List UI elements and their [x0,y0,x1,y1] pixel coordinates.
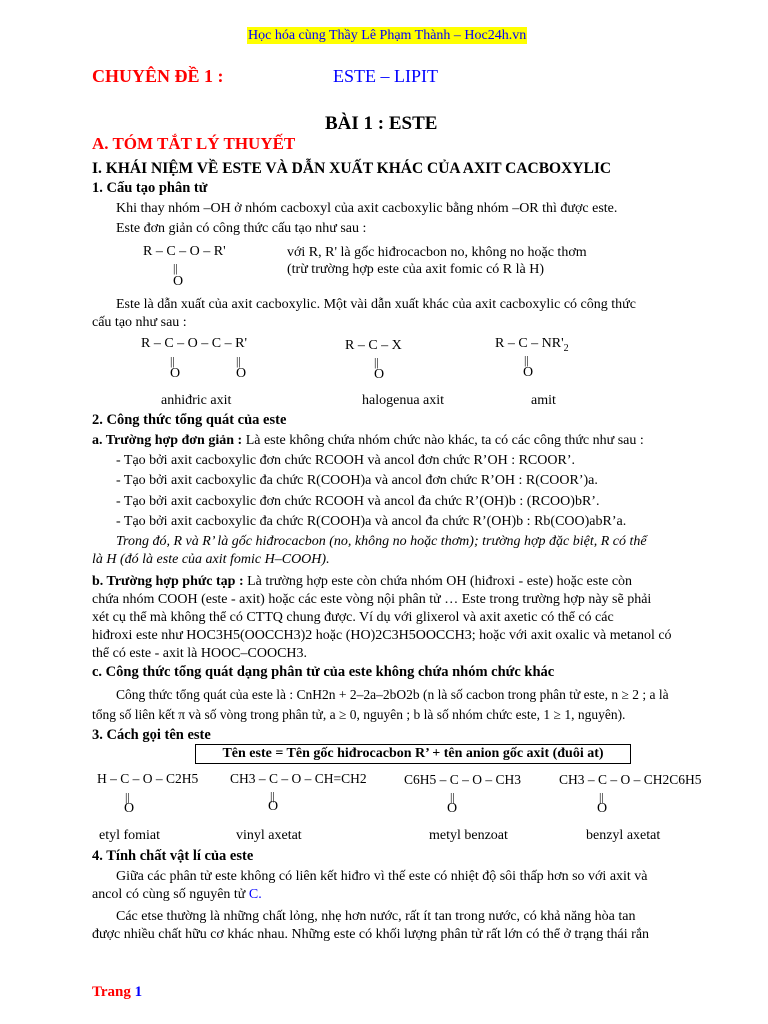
s1-p2: Este đơn giản có công thức cấu tạo như sau : [116,221,367,236]
anhidric-oxygen-1: O [170,366,181,381]
s3-heading: 3. Cách gọi tên este [92,727,211,743]
ester-oxygen: O [173,274,184,289]
s2-b-text-4: hiđroxi este như HOC3H5(OOCCH3)2 hoặc (HO)2C3H5OOCCH3; hoặc với axit oxalic và metanol có [92,628,672,643]
ex2-bond: || [270,789,275,803]
s2-bullet-2: - Tạo bởi axit cacboxylic đa chức R(COOH)a và ancol đơn chức R’OH : R(COOR’)a. [116,473,598,488]
amit-oxygen: O [523,365,534,380]
anhidric-label: anhiđric axit [161,393,232,408]
section-a-heading: A. TÓM TẮT LÝ THUYẾT [92,134,296,153]
s2-b-line: b. Trường hợp phức tạp : Là trường hợp este còn chứa nhóm OH (hiđroxi - este) hoặc este còn [92,574,633,589]
ester-note-1: với R, R' là gốc hiđrocacbon no, không no hoặc thơm [287,245,587,260]
s4-p1b: ancol có cùng số nguyên tử C. [92,887,262,902]
naming-rule-box: Tên este = Tên gốc hiđrocacbon R’ + tên anion gốc axit (đuôi at) [195,744,631,764]
s2-italic-2: là H (đó là este của axit fomic H–COOH). [92,552,330,567]
ex2-oxygen: O [268,799,279,814]
lesson-title: BÀI 1 : ESTE [325,113,438,134]
halogenua-label: halogenua axit [362,393,445,408]
amit-label: amit [531,393,556,408]
halogenua-formula: R – C – X [345,338,402,353]
amit-bond: || [524,353,529,367]
anhidric-bond-2: || [236,354,241,368]
ex2-name: vinyl axetat [236,828,302,843]
s2-c-text-1: Công thức tổng quát của este là : CnH2n + 2–2a–2bO2b (n là số cacbon trong phân tử este, n ≥ 2 ; a là [116,687,669,702]
ex4-bond: || [599,790,604,804]
amit-formula: R – C – $NR'_2$ [495,336,569,354]
ex1-formula: H – C – O – C2H5 [97,771,199,786]
s4-p2b: được nhiều chất hữu cơ khác nhau. Những este có khối lượng phân tử rất lớn có thể ở trạng thái rắn [92,927,650,942]
header-banner: Học hóa cùng Thầy Lê Phạm Thành – Hoc24h.vn [248,28,527,43]
s2-b-text-2: chứa nhóm COOH (este - axit) hoặc các este vòng nội phân tử … Este trong trường hợp này sẽ phải [92,592,652,607]
s1-p1: Khi thay nhóm –OH ở nhóm cacboxyl của axit cacboxylic bằng nhóm –OR thì được este. [116,201,618,216]
s2-bullet-4: - Tạo bởi axit cacboxylic đa chức R(COOH)a và ancol đa chức R’(OH)b : Rb(COO)abR’a. [116,514,627,529]
s2-italic-1: Trong đó, R và R’ là gốc hiđrocacbon (no, không no hoặc thơm); trường hợp đặc biệt, R có thể [116,534,647,549]
ex1-bond: || [125,790,130,804]
anhidric-oxygen-2: O [236,366,247,381]
s2-bullet-1: - Tạo bởi axit cacboxylic đơn chức RCOOH và ancol đơn chức R’OH : RCOOR’. [116,453,575,468]
ex3-name: metyl benzoat [429,828,508,843]
anhidric-bond-1: || [170,354,175,368]
page-footer: Trang 1 [92,984,143,1000]
s1-p3a: Este là dẫn xuất của axit cacboxylic. Một vài dẫn xuất khác của axit cacboxylic có công thức [116,297,636,312]
s4-p1a: Giữa các phân tử este không có liên kết hiđro vì thế este có nhiệt độ sôi thấp hơn so với axit và [116,869,648,884]
ex2-formula: CH3 – C – O – CH=CH2 [230,771,367,786]
ex4-name: benzyl axetat [586,828,661,843]
ester-note-2: (trừ trường hợp este của axit fomic có R là H) [287,262,545,277]
halogenua-oxygen: O [374,367,385,382]
anhidric-formula: R – C – O – C – R' [141,336,247,351]
ex4-oxygen: O [597,801,608,816]
s2-b-text-5: thể có este - axit là HOOC–COOCH3. [92,646,308,661]
s1-p3b: cấu tạo như sau : [92,315,187,330]
halogenua-bond: || [374,355,379,369]
s2-a-line: a. Trường hợp đơn giản : Là este không chứa nhóm chức nào khác, ta có các công thức như sau : [92,433,644,448]
s2-c-text-2: tổng số liên kết π và số vòng trong phân tử, a ≥ 0, nguyên ; b là số nhóm chức este, 1 ≥ 1, nguyên). [92,707,626,722]
ex1-oxygen: O [124,801,135,816]
ex4-formula: CH3 – C – O – CH2C6H5 [559,772,702,787]
s2-b-text-3: xét cụ thể mà không thể có CTTQ chung được. Ví dụ với glixerol và axit axetic có thể có các [92,610,614,625]
ester-bond: || [173,261,178,275]
chapter-label: CHUYÊN ĐỀ 1 : [92,66,224,86]
s2-heading: 2. Công thức tổng quát của este [92,412,287,428]
section-i-heading: I. KHÁI NIỆM VỀ ESTE VÀ DẪN XUẤT KHÁC CỦA AXIT CACBOXYLIC [92,160,612,177]
s4-heading: 4. Tính chất vật lí của este [92,848,254,864]
ester-formula: R – C – O – R' [143,244,226,259]
s2-c-heading: c. Công thức tổng quát dạng phân tử của este không chứa nhóm chức khác [92,664,555,680]
chapter-title: ESTE – LIPIT [333,66,438,86]
ex1-name: etyl fomiat [99,828,161,843]
ex3-bond: || [450,790,455,804]
ex3-formula: C6H5 – C – O – CH3 [404,772,522,787]
s1-heading: 1. Cấu tạo phân tử [92,180,208,196]
s2-bullet-3: - Tạo bởi axit cacboxylic đơn chức RCOOH và ancol đa chức R’(OH)b : (RCOO)bR’. [116,494,600,509]
ex3-oxygen: O [447,801,458,816]
s4-p2a: Các etse thường là những chất lỏng, nhẹ hơn nước, rất ít tan trong nước, có khả năng hòa tan [116,909,636,924]
